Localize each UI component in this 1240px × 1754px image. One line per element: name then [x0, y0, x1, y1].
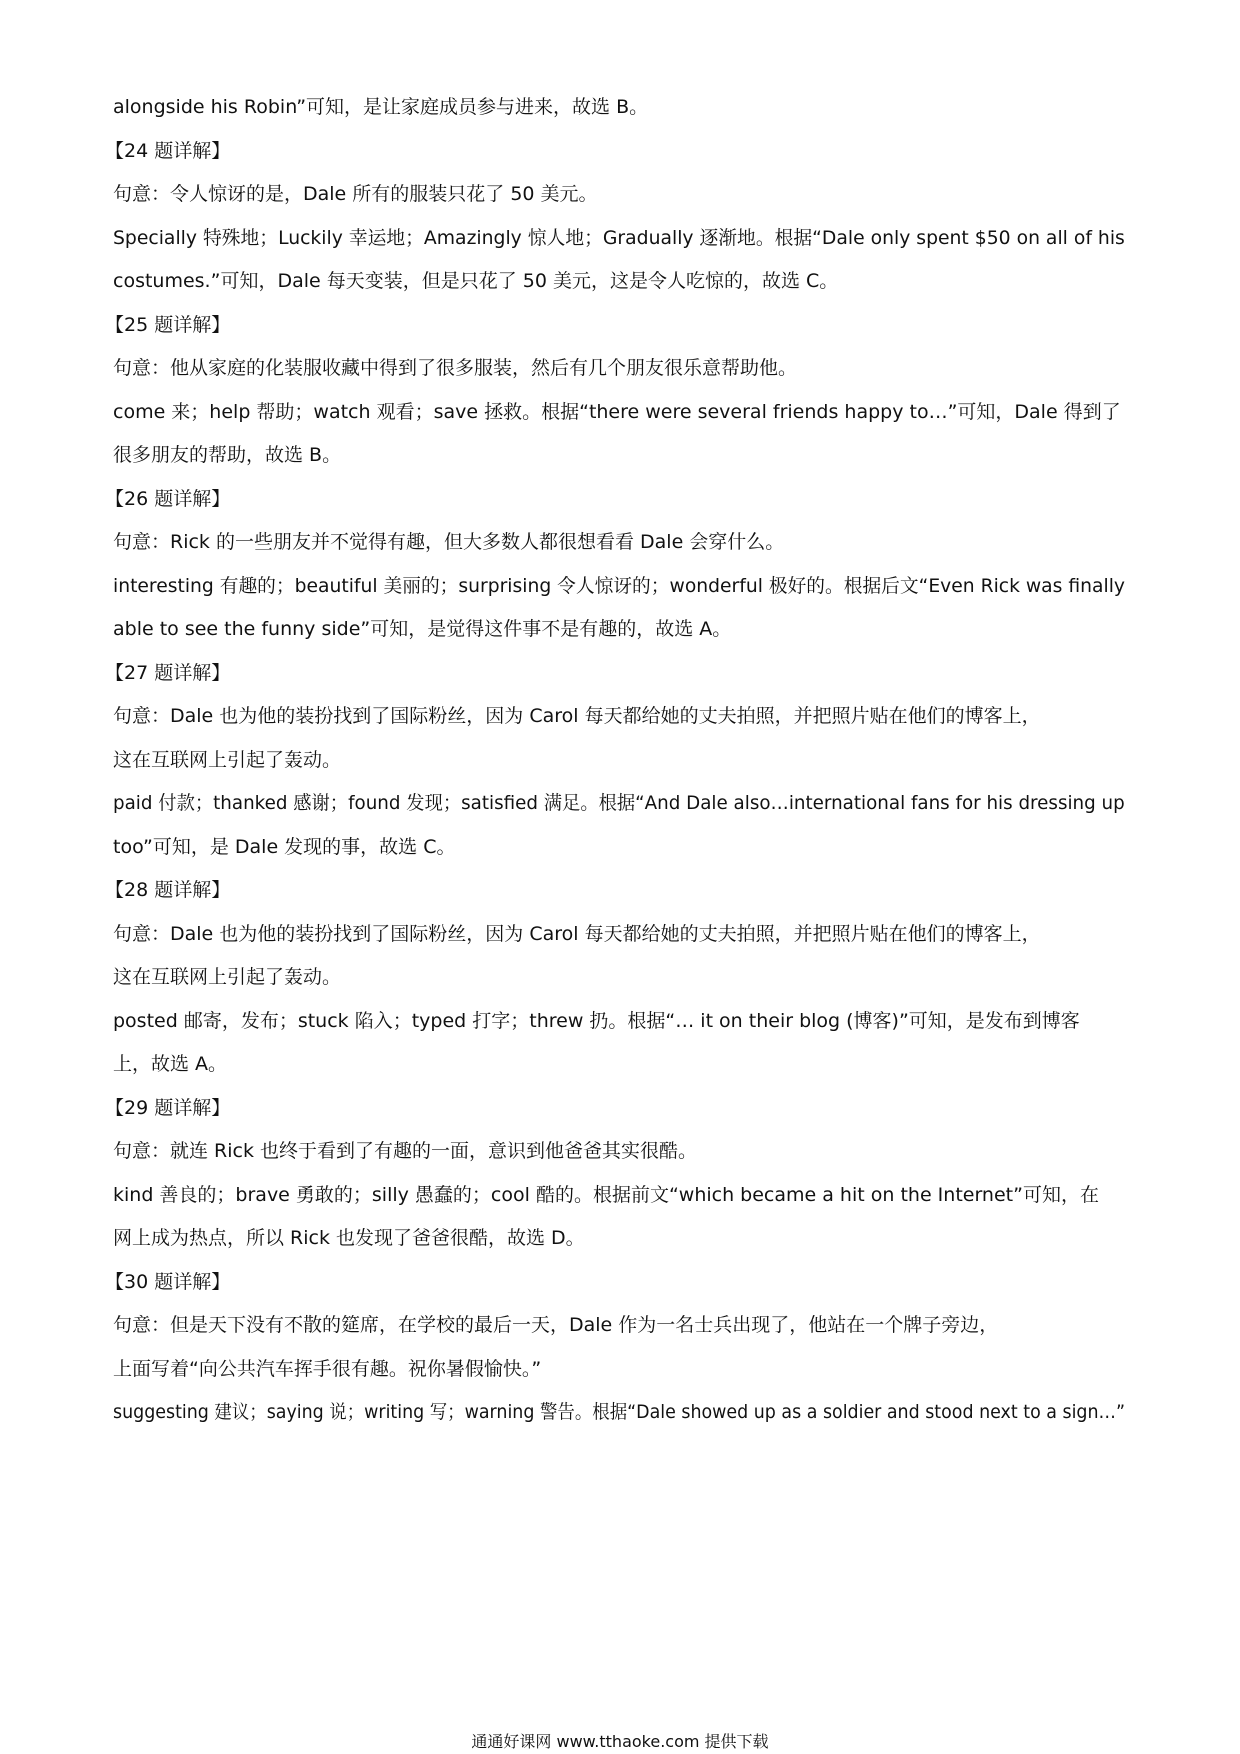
- text-line: 句意：他从家庭的化装服收藏中得到了很多服装，然后有几个朋友很乐意帮助他。: [113, 357, 798, 379]
- text-line: costumes.”可知，Dale 每天变装，但是只花了 50 美元，这是令人吃惊的，故选 C。: [113, 270, 839, 292]
- section-heading-24: 【24 题详解】: [105, 140, 231, 162]
- text-line: alongside his Robin”可知，是让家庭成员参与进来，故选 B。: [113, 96, 649, 118]
- text-line: 这在互联网上引起了轰动。: [113, 749, 342, 771]
- text-line: 句意：但是天下没有不散的筵席，在学校的最后一天，Dale 作为一名士兵出现了，他站在一个牌子旁边，: [113, 1314, 999, 1336]
- section-heading-27: 【27 题详解】: [105, 662, 231, 684]
- text-line: 句意：Rick 的一些朋友并不觉得有趣，但大多数人都很想看看 Dale 会穿什么。: [113, 531, 785, 553]
- text-line: posted 邮寄，发布；stuck 陷入；typed 打字；threw 扔。根据“… it on their blog (博客)”可知，是发布到博客: [113, 1010, 1080, 1032]
- text-line: 句意：Dale 也为他的装扮找到了国际粉丝，因为 Carol 每天都给她的丈夫拍照，并把照片贴在他们的博客上，: [113, 923, 1041, 945]
- section-heading-30: 【30 题详解】: [105, 1271, 231, 1293]
- text-line: 句意：Dale 也为他的装扮找到了国际粉丝，因为 Carol 每天都给她的丈夫拍照，并把照片贴在他们的博客上，: [113, 705, 1041, 727]
- text-line: 上面写着“向公共汽车挥手很有趣。祝你暑假愉快。”: [113, 1358, 542, 1380]
- section-heading-28: 【28 题详解】: [105, 879, 231, 901]
- text-line: 很多朋友的帮助，故选 B。: [113, 444, 342, 466]
- text-line: Specially 特殊地；Luckily 幸运地；Amazingly 惊人地；Gradually 逐渐地。根据“Dale only spent $50 on all of his: [113, 227, 1125, 249]
- text-line: kind 善良的；brave 勇敢的；silly 愚蠢的；cool 酷的。根据前文“which became a hit on the Internet”可知，在: [113, 1184, 1099, 1206]
- text-line: come 来；help 帮助；watch 观看；save 拯救。根据“there were several friends happy to…”可知，Dale 得到了: [113, 401, 1121, 423]
- text-line: 上，故选 A。: [113, 1053, 228, 1075]
- text-line: paid 付款；thanked 感谢；found 发现；satisfied 满足。根据“And Dale also…international fans for his dressing up: [113, 792, 1125, 814]
- text-line: 句意：就连 Rick 也终于看到了有趣的一面，意识到他爸爸其实很酷。: [113, 1140, 698, 1162]
- text-line: 网上成为热点，所以 Rick 也发现了爸爸很酷，故选 D。: [113, 1227, 585, 1249]
- section-heading-29: 【29 题详解】: [105, 1097, 231, 1119]
- section-heading-25: 【25 题详解】: [105, 314, 231, 336]
- page-footer: 通通好课网 www.tthaoke.com 提供下载: [471, 1732, 769, 1751]
- text-line: interesting 有趣的；beautiful 美丽的；surprising 令人惊讶的；wonderful 极好的。根据后文“Even Rick was finally: [113, 575, 1125, 597]
- text-line: too”可知，是 Dale 发现的事，故选 C。: [113, 836, 456, 858]
- text-line: 句意：令人惊讶的是，Dale 所有的服装只花了 50 美元。: [113, 183, 598, 205]
- text-line: suggesting 建议；saying 说；writing 写；warning 警告。根据“Dale showed up as a soldier and stood next to a sign…”: [113, 1401, 1126, 1423]
- text-line: 这在互联网上引起了轰动。: [113, 966, 342, 988]
- section-heading-26: 【26 题详解】: [105, 488, 231, 510]
- text-line: able to see the funny side”可知，是觉得这件事不是有趣的，故选 A。: [113, 618, 732, 640]
